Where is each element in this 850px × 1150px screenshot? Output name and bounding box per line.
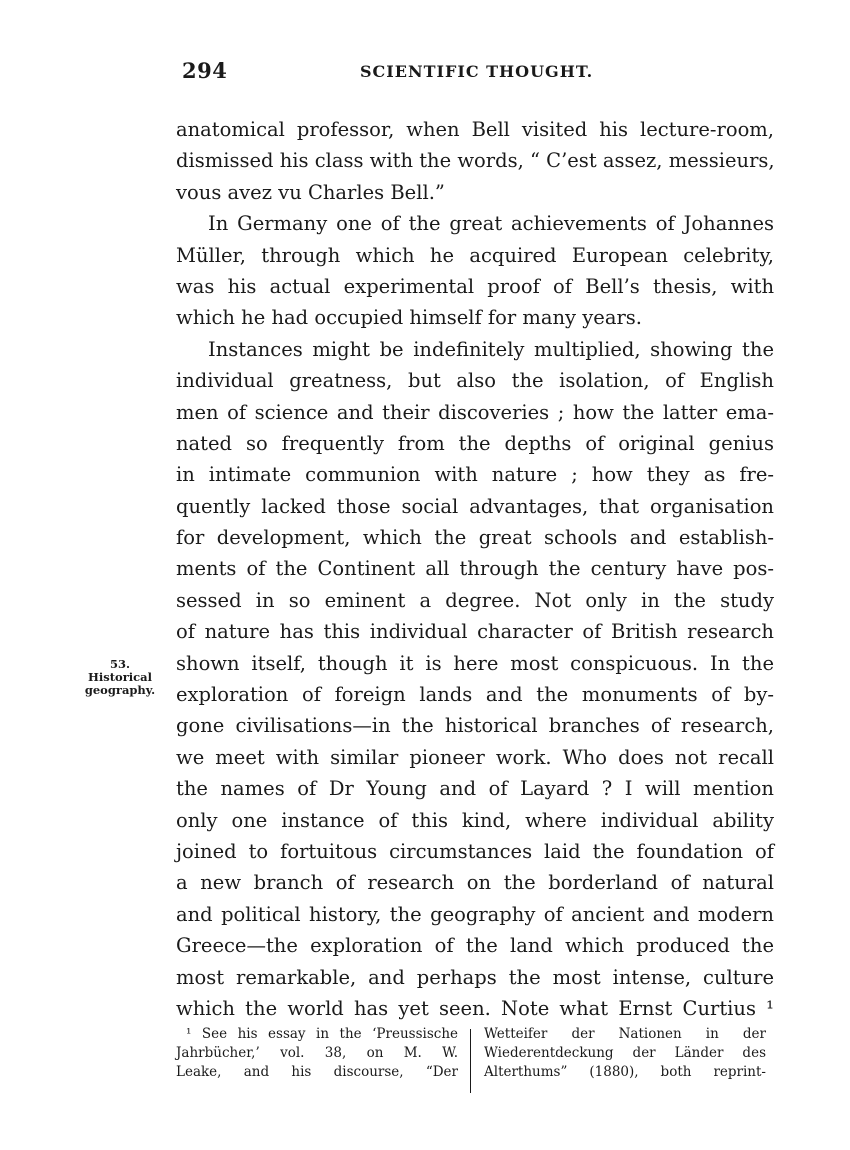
text-line: vous avez vu Charles Bell.”	[176, 180, 445, 204]
text-line: In Germany one of the great achievements of Johannes	[208, 212, 774, 236]
body-text	[176, 114, 774, 1024]
text-line: in intimate communion with nature ; how they as fre-	[176, 463, 774, 487]
footnotes	[176, 1025, 774, 1095]
text-line: quently lacked those social advantages, that organisation	[176, 494, 774, 518]
text-line: sessed in so eminent a degree. Not only in the study	[176, 588, 774, 612]
text-line: ments of the Continent all through the century have pos-	[176, 557, 774, 581]
margin-note-line: geography.	[84, 683, 156, 697]
text-line: we meet with similar pioneer work. Who does not recall	[176, 745, 774, 769]
text-line: most remarkable, and perhaps the most intense, culture	[176, 965, 774, 989]
margin-note-line: Historical	[88, 670, 152, 684]
text-line: of nature has this individual character of British research	[176, 620, 774, 644]
text-line: the names of Dr Young and of Layard ? I will mention	[176, 777, 774, 801]
text-line: for development, which the great schools and establish-	[176, 526, 774, 550]
text-line: shown itself, though it is here most conspicuous. In the	[176, 651, 774, 675]
text-line: which the world has yet seen. Note what Ernst Curtius ¹	[176, 996, 774, 1020]
footnote-line: Alterthums” (1880), both reprint-	[484, 1064, 766, 1080]
text-line: exploration of foreign lands and the monuments of by-	[176, 683, 774, 707]
text-line: nated so frequently from the depths of original genius	[176, 431, 774, 455]
text-line: which he had occupied himself for many years.	[176, 306, 642, 330]
margin-note-number: 53.	[109, 657, 130, 671]
text-line: men of science and their discoveries ; how the latter ema-	[176, 400, 774, 424]
text-line: Instances might be indefinitely multiplied, showing the	[208, 337, 774, 361]
page-number: 294	[182, 58, 228, 83]
text-line: and political history, the geography of ancient and modern	[176, 902, 774, 926]
footnote-line: Leake, and his discourse, “Der	[176, 1064, 458, 1080]
footnote-column-divider	[470, 1029, 471, 1093]
text-line: gone civilisations—in the historical branches of research,	[176, 714, 774, 738]
text-line: dismissed his class with the words, “ C’est assez, messieurs,	[176, 149, 775, 173]
running-head	[182, 58, 774, 88]
text-line: individual greatness, but also the isolation, of English	[176, 369, 774, 393]
text-line: was his actual experimental proof of Bell’s thesis, with	[176, 274, 774, 298]
text-line: joined to fortuitous circumstances laid the foundation of	[176, 839, 774, 863]
running-title: SCIENTIFIC THOUGHT.	[360, 62, 594, 81]
footnote-right-column	[484, 1025, 766, 1082]
text-line: a new branch of research on the borderland of natural	[176, 871, 774, 895]
text-line: Greece—the exploration of the land which produced the	[176, 934, 774, 958]
footnote-line: ¹ See his essay in the ‘Preussische	[186, 1026, 458, 1042]
footnote-line: Jahrbücher,’ vol. 38, on M. W.	[176, 1045, 458, 1061]
text-line: Müller, through which he acquired European celebrity,	[176, 243, 774, 267]
margin-note	[80, 658, 160, 697]
footnote-left-column	[176, 1025, 458, 1082]
text-line: only one instance of this kind, where individual ability	[176, 808, 774, 832]
footnote-line: Wiederentdeckung der Länder des	[484, 1045, 766, 1061]
text-line: anatomical professor, when Bell visited his lecture-room,	[176, 118, 774, 141]
footnote-line: Wetteifer der Nationen in der	[484, 1026, 766, 1042]
